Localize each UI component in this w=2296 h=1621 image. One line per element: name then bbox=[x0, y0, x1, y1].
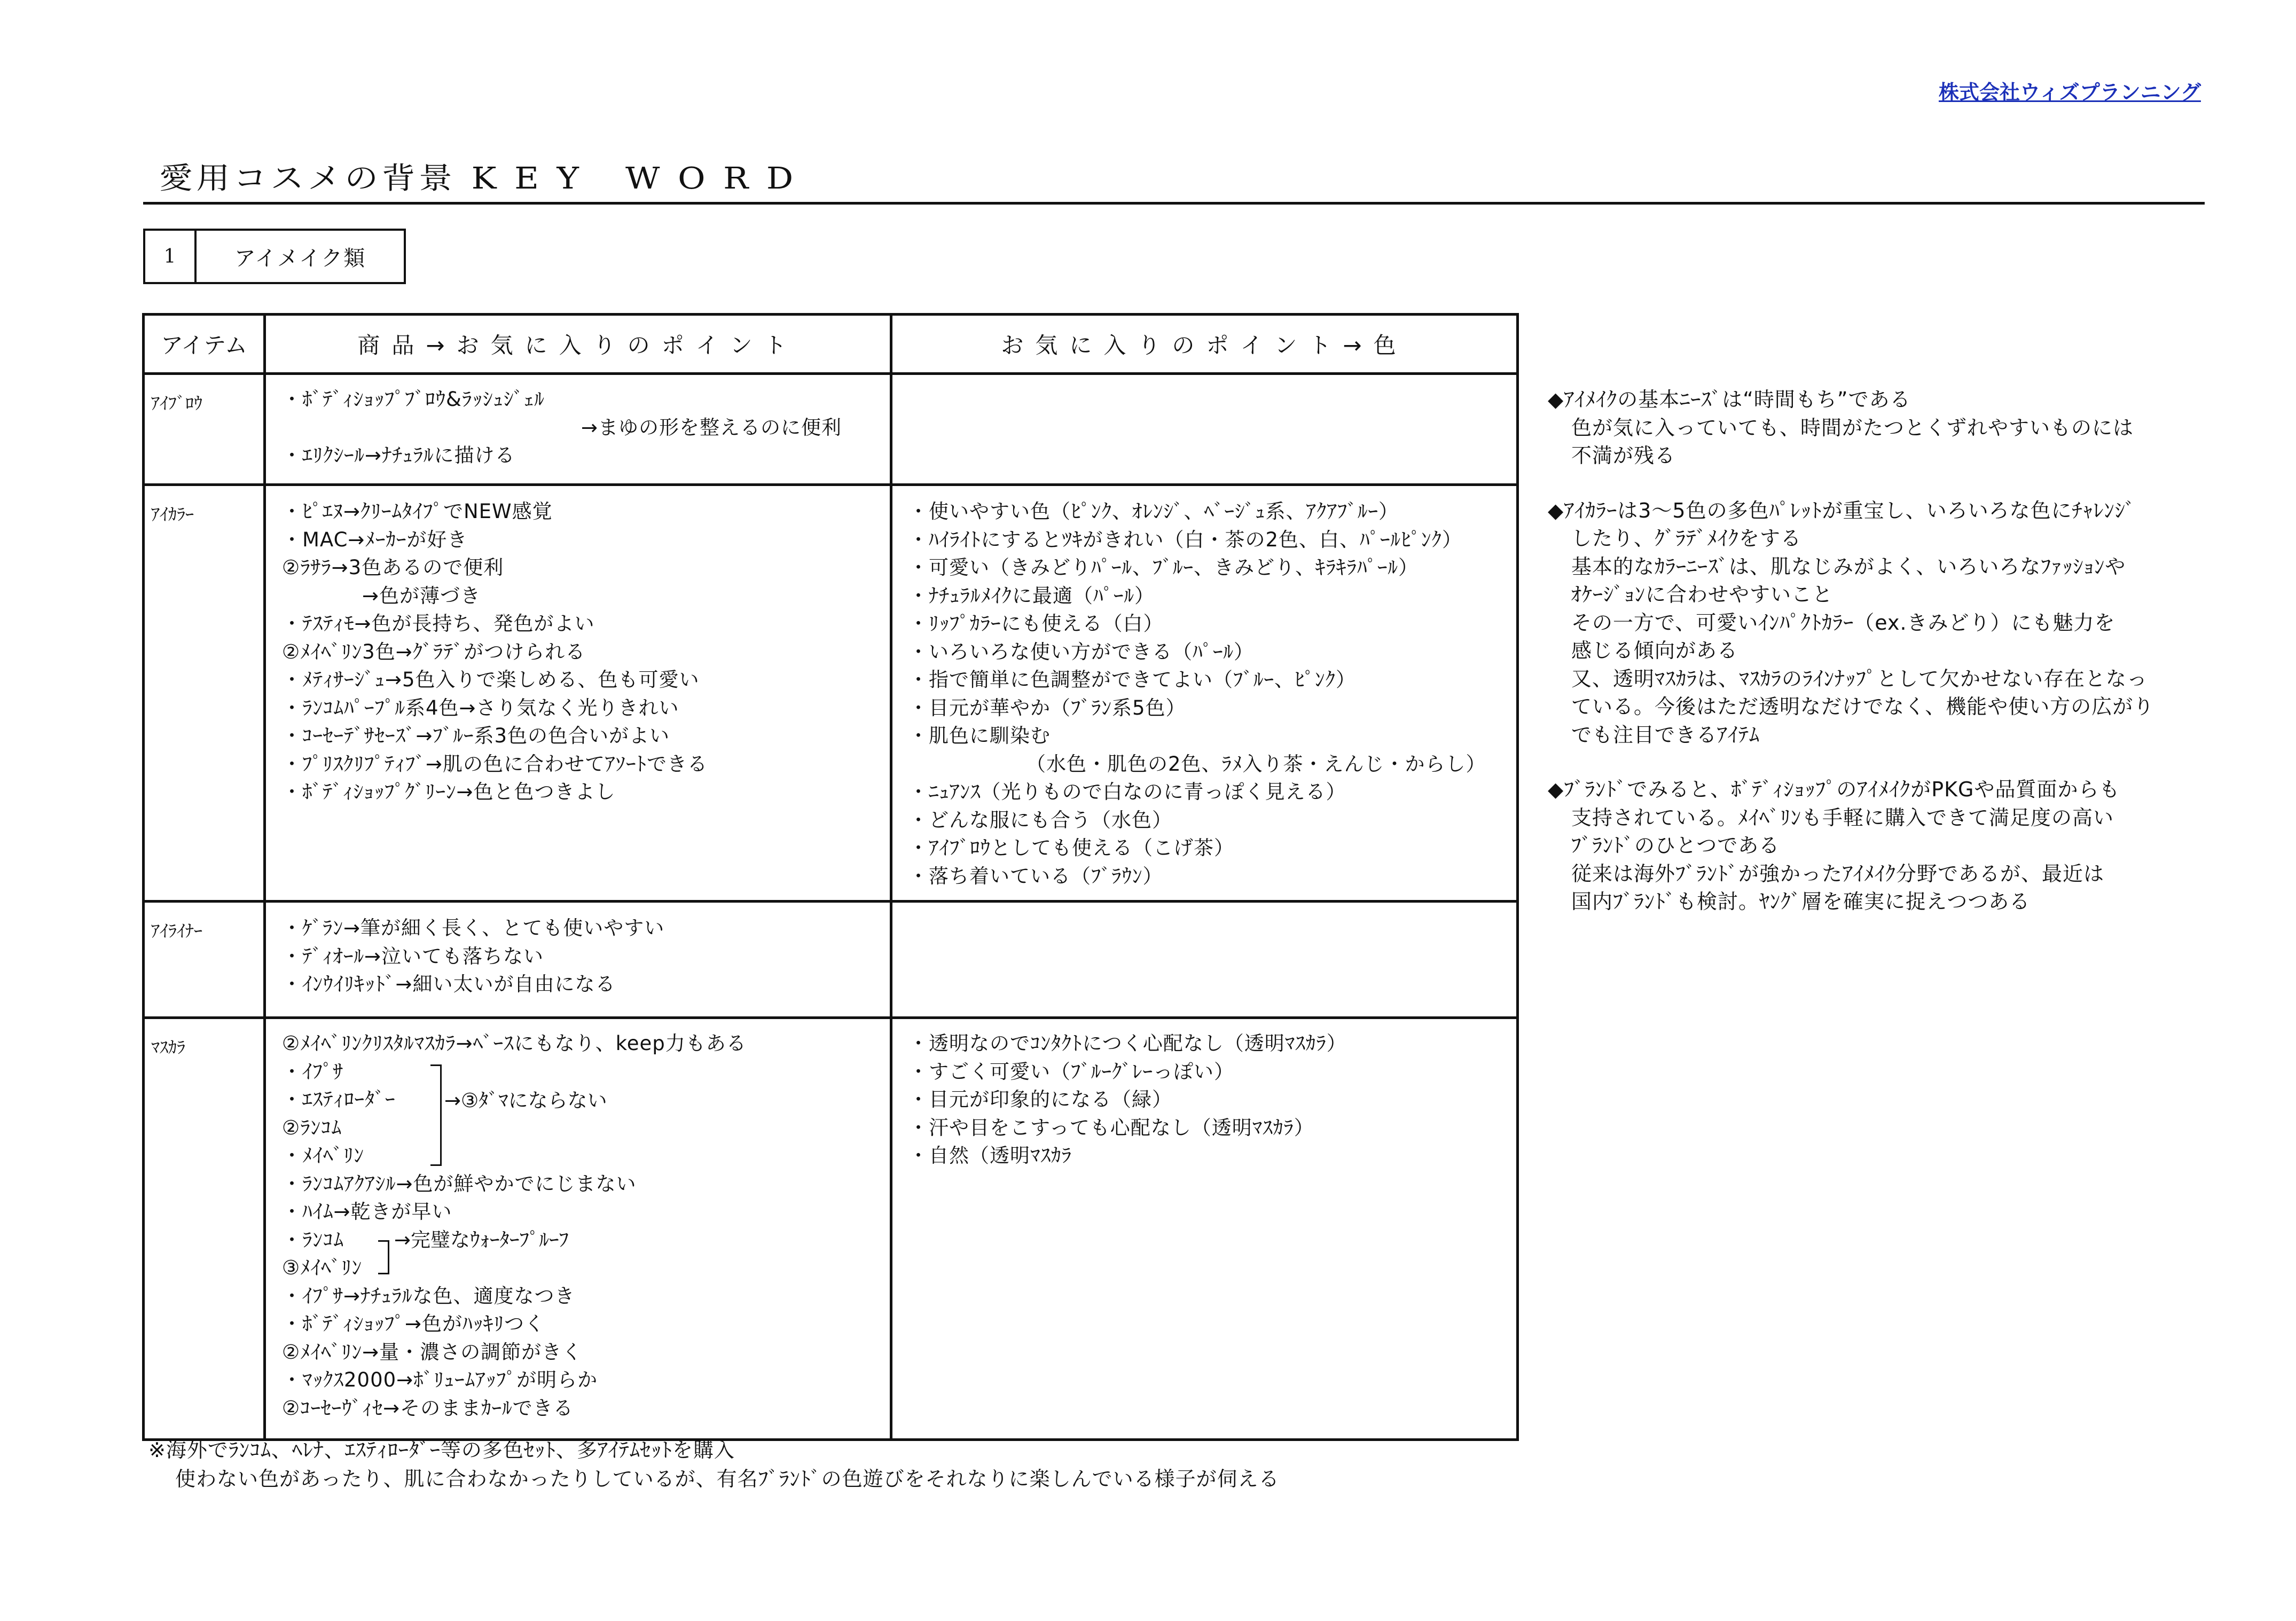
title-keyword: KEY WORD bbox=[471, 161, 811, 196]
product-line: ②ﾒｲﾍﾞﾘﾝ→量・濃さの調節がきく bbox=[282, 1340, 583, 1364]
product-cell bbox=[265, 374, 891, 485]
product-cell bbox=[265, 1018, 891, 1440]
product-line: ・ﾗﾝｺﾑ bbox=[282, 1228, 344, 1251]
product-line: ・ﾎﾞﾃﾞｨｼｮｯﾌﾟｸﾞﾘｰﾝ→色と色つきよし bbox=[282, 780, 616, 803]
color-line: ・目元が華やか（ﾌﾞﾗﾝ系5色） bbox=[908, 696, 1186, 719]
product-line: ②ﾗｻﾗ→3色あるので便利 bbox=[282, 556, 504, 579]
color-line: ・ﾅﾁｭﾗﾙﾒｲｸに最適（ﾊﾟｰﾙ） bbox=[908, 584, 1155, 607]
product-line: ・ｲﾌﾟｻ bbox=[282, 1060, 343, 1083]
header-item: アイテム bbox=[144, 315, 265, 374]
row-item-label: ﾏｽｶﾗ bbox=[144, 1018, 265, 1440]
product-line: ・ﾎﾞﾃﾞｨｼｮｯﾌﾟ→色がﾊｯｷﾘつく bbox=[282, 1312, 545, 1335]
product-line: ・ﾒﾃｨｻｰｼﾞｭ→5色入りで楽しめる、色も可愛い bbox=[282, 668, 700, 691]
side-note-line: 色が気に入っていても、時間がたつとくずれやすいものには bbox=[1571, 416, 2134, 440]
color-line: （水色・肌色の2色、ﾗﾒ入り茶・えんじ・からし） bbox=[1026, 752, 1486, 776]
product-line: ・ｲﾌﾟｻ→ﾅﾁｭﾗﾙな色、適度なつき bbox=[282, 1284, 575, 1307]
bracket-note: →完璧なｳｫｰﾀｰﾌﾟﾙｰﾌ bbox=[394, 1228, 569, 1251]
side-note-paragraph bbox=[1548, 776, 2237, 916]
bracket-group-2 bbox=[282, 1226, 880, 1282]
title-rule bbox=[143, 202, 2205, 205]
bracket-group-1 bbox=[282, 1058, 880, 1170]
header-color: お気に入りのポイント→色 bbox=[891, 315, 1518, 374]
product-line: ・ﾌﾟﾘｽｸﾘﾌﾟﾃｨﾌﾞ→肌の色に合わせてｱｿｰﾄできる bbox=[282, 752, 708, 776]
color-line: ・透明なのでｺﾝﾀｸﾄにつく心配なし（透明ﾏｽｶﾗ） bbox=[908, 1032, 1347, 1055]
color-cell bbox=[891, 1018, 1518, 1440]
product-line: ・ﾃｽﾃｨﾓ→色が長持ち、発色がよい bbox=[282, 612, 595, 635]
side-note-line: ◆ｱｲｶﾗｰは3～5色の多色ﾊﾟﾚｯﾄが重宝し、いろいろな色にﾁｬﾚﾝｼﾞ bbox=[1548, 498, 2136, 522]
color-line: ・ﾘｯﾌﾟｶﾗｰにも使える（白） bbox=[908, 612, 1164, 635]
side-note-line: ◆ﾌﾞﾗﾝﾄﾞでみると、ﾎﾞﾃﾞｨｼｮｯﾌﾟのｱｲﾒｲｸがPKGや品質面からも bbox=[1548, 778, 2120, 801]
color-line: ・すごく可愛い（ﾌﾞﾙｰｸﾞﾚｰっぽい） bbox=[908, 1060, 1234, 1083]
side-note-line: ている。今後はただ透明なだけでなく、機能や使い方の広がり bbox=[1571, 695, 2154, 718]
keyword-table bbox=[142, 313, 1519, 1441]
row-item-label: ｱｲﾌﾞﾛｳ bbox=[144, 374, 265, 485]
color-line: ・肌色に馴染む bbox=[908, 724, 1051, 747]
color-cell bbox=[891, 374, 1518, 485]
color-cell bbox=[891, 485, 1518, 902]
side-note-line: その一方で、可愛いｲﾝﾊﾟｸﾄｶﾗｰ（ex.きみどり）にも魅力を bbox=[1571, 610, 2115, 635]
footnotes bbox=[148, 1436, 1280, 1493]
bracket-mark bbox=[430, 1064, 442, 1166]
product-line: ・ﾗﾝｺﾑｱｸｱｼﾙ→色が鮮やかでにじまない bbox=[282, 1172, 637, 1195]
footnote-line: 使わない色があったり、肌に合わなかったりしているが、有名ﾌﾞﾗﾝﾄﾞの色遊びをそれなりに楽しんでいる様子が伺える bbox=[175, 1467, 1280, 1491]
side-note-line: ｵｹｰｼﾞｮﾝに合わせやすいこと bbox=[1571, 583, 1833, 606]
side-note-line: 支持されている。ﾒｲﾍﾞﾘﾝも手軽に購入できて満足度の高い bbox=[1571, 805, 2114, 829]
table-row bbox=[144, 374, 1518, 485]
product-line: ・ﾎﾞﾃﾞｨｼｮｯﾌﾟﾌﾞﾛｳ&ﾗｯｼｭｼﾞｪﾙ bbox=[282, 388, 545, 411]
table-row bbox=[144, 902, 1518, 1018]
title-main: 愛用コスメの背景 bbox=[159, 161, 456, 196]
product-line: →まゆの形を整えるのに便利 bbox=[581, 416, 842, 439]
color-line: ・自然（透明ﾏｽｶﾗ bbox=[908, 1144, 1072, 1167]
product-line: ・ﾒｲﾍﾞﾘﾝ bbox=[282, 1144, 364, 1167]
side-note-line: ◆ｱｲﾒｲｸの基本ﾆｰｽﾞは“時間もち”である bbox=[1548, 388, 1911, 411]
side-note-line: 不満が残る bbox=[1571, 444, 1676, 467]
side-note-line: でも注目できるｱｲﾃﾑ bbox=[1571, 723, 1760, 747]
color-line: ・ｱｲﾌﾞﾛｳとしても使える（こげ茶） bbox=[908, 836, 1234, 859]
product-line: →色が薄づき bbox=[362, 584, 481, 607]
product-line: ②ﾒｲﾍﾞﾘﾝ3色→ｸﾞﾗﾃﾞがつけられる bbox=[282, 640, 586, 663]
product-line: ・ｺｰｾｰﾃﾞｻｾｰｽﾞ→ﾌﾞﾙｰ系3色の色合いがよい bbox=[282, 724, 670, 747]
side-note-paragraph bbox=[1548, 497, 2237, 749]
product-line: ・ｲﾝｳｲﾘｷｯﾄﾞ→細い太いが自由になる bbox=[282, 973, 616, 996]
color-line: ・落ち着いている（ﾌﾞﾗｳﾝ） bbox=[908, 864, 1163, 888]
product-line: ・ﾏｯｸｽ2000→ﾎﾞﾘｭｰﾑｱｯﾌﾟが明らか bbox=[282, 1368, 598, 1391]
color-line: ・いろいろな使い方ができる（ﾊﾟｰﾙ） bbox=[908, 640, 1254, 663]
color-line: ・ﾊｲﾗｲﾄにするとﾂｷがきれい（白・茶の2色、白、ﾊﾟｰﾙﾋﾟﾝｸ） bbox=[908, 528, 1463, 551]
side-note-line: したり、ｸﾞﾗﾃﾞﾒｲｸをする bbox=[1571, 527, 1802, 550]
footnote-line: ※海外でﾗﾝｺﾑ、ﾍﾚﾅ、ｴｽﾃｨﾛｰﾀﾞｰ等の多色ｾｯﾄ、多ｱｲﾃﾑｾｯﾄを購入 bbox=[148, 1438, 735, 1462]
bracket-note: →③ﾀﾞﾏにならない bbox=[444, 1089, 607, 1112]
color-line: ・使いやすい色（ﾋﾟﾝｸ、ｵﾚﾝｼﾞ、ﾍﾞｰｼﾞｭ系、ｱｸｱﾌﾞﾙｰ） bbox=[908, 500, 1399, 523]
color-line: ・どんな服にも合う（水色） bbox=[908, 808, 1172, 832]
product-line: ・MAC→ﾒｰｶｰが好き bbox=[282, 528, 468, 551]
side-note-line: 国内ﾌﾞﾗﾝﾄﾞも検討。ﾔﾝｸﾞ層を確実に捉えつつある bbox=[1571, 890, 2031, 913]
side-note-line: ﾌﾞﾗﾝﾄﾞのひとつである bbox=[1571, 834, 1780, 857]
product-line: ②ｺｰｾｰｳﾞｨｾ→そのままｶｰﾙできる bbox=[282, 1396, 574, 1420]
side-note-line: 従来は海外ﾌﾞﾗﾝﾄﾞが強かったｱｲﾒｲｸ分野であるが、最近は bbox=[1571, 862, 2105, 886]
product-line: ・ﾊｲﾑ→乾きが早い bbox=[282, 1200, 452, 1223]
category-name: アイメイク類 bbox=[234, 246, 366, 271]
color-line: ・目元が印象的になる（緑） bbox=[908, 1088, 1172, 1111]
header-product: 商品→お気に入りのポイント bbox=[265, 315, 891, 374]
product-cell bbox=[265, 485, 891, 902]
table-row bbox=[144, 1018, 1518, 1440]
product-cell bbox=[265, 902, 891, 1018]
side-note-paragraph bbox=[1548, 386, 2237, 470]
product-line: ②ﾒｲﾍﾞﾘﾝｸﾘｽﾀﾙﾏｽｶﾗ→ﾍﾞｰｽにもなり、keep力もある bbox=[282, 1032, 747, 1055]
product-line: ・ｹﾞﾗﾝ→筆が細く長く、とても使いやすい bbox=[282, 917, 665, 939]
product-line: ・ｴｽﾃｨﾛｰﾀﾞｰ bbox=[282, 1088, 396, 1111]
category-number: 1 bbox=[145, 231, 197, 282]
product-line: ・ﾃﾞｨｵｰﾙ→泣いても落ちない bbox=[282, 944, 544, 968]
color-line: ・指で簡単に色調整ができてよい（ﾌﾞﾙｰ、ﾋﾟﾝｸ） bbox=[908, 668, 1356, 691]
product-line: ・ｴﾘｸｼｰﾙ→ﾅﾁｭﾗﾙに描ける bbox=[282, 444, 515, 467]
color-cell bbox=[891, 902, 1518, 1018]
table-header-row bbox=[144, 315, 1518, 374]
side-note-line: 基本的なｶﾗｰﾆｰｽﾞは、肌なじみがよく、いろいろなﾌｧｯｼｮﾝや bbox=[1571, 554, 2126, 578]
color-line: ・可愛い（きみどりﾊﾟｰﾙ、ﾌﾞﾙｰ、きみどり、ｷﾗｷﾗﾊﾟｰﾙ） bbox=[908, 556, 1419, 579]
category-box bbox=[143, 229, 406, 284]
product-line: ②ﾗﾝｺﾑ bbox=[282, 1116, 342, 1139]
bracket-mark bbox=[378, 1240, 389, 1274]
company-name-link[interactable]: 株式会社ウィズプランニング bbox=[1939, 81, 2201, 104]
page-title bbox=[159, 155, 811, 198]
product-line: ・ﾋﾟｴﾇ→ｸﾘｰﾑﾀｲﾌﾟでNEW感覚 bbox=[282, 500, 553, 523]
side-note-line: 又、透明ﾏｽｶﾗは、ﾏｽｶﾗのﾗｲﾝﾅｯﾌﾟとして欠かせない存在となっ bbox=[1571, 667, 2148, 691]
color-line: ・ﾆｭｱﾝｽ（光りもので白なのに青っぽく見える） bbox=[908, 780, 1346, 803]
color-line: ・汗や目をこすっても心配なし（透明ﾏｽｶﾗ） bbox=[908, 1116, 1314, 1139]
product-line: ・ﾗﾝｺﾑﾊﾟｰﾌﾟﾙ系4色→さり気なく光りきれい bbox=[282, 696, 679, 719]
row-item-label: ｱｲｶﾗｰ bbox=[144, 485, 265, 902]
row-item-label: ｱｲﾗｲﾅｰ bbox=[144, 902, 265, 1018]
product-line: ③ﾒｲﾍﾞﾘﾝ bbox=[282, 1256, 363, 1279]
side-notes bbox=[1548, 386, 2237, 943]
table-row bbox=[144, 485, 1518, 902]
side-note-line: 感じる傾向がある bbox=[1571, 639, 1738, 662]
